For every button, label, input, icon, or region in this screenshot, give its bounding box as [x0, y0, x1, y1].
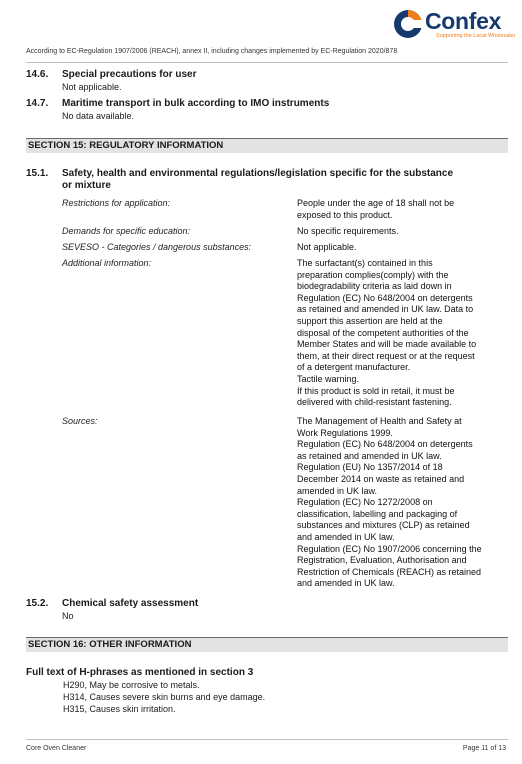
value-line: Regulation (EC) No 1907/2006 concerning the — [297, 543, 482, 554]
footer-product-name: Core Oven Cleaner — [26, 745, 87, 752]
value-line: them, at their direct request or at the request — [297, 350, 475, 361]
brand-tagline: Supporting the Local Wholesaler — [436, 33, 516, 39]
subsection-title: Special precautions for user — [62, 69, 197, 80]
h-phrase-item: H290, May be corrosive to metals. — [63, 680, 200, 690]
section-15-header — [26, 138, 508, 153]
value-line: Regulation (EU) No 1357/2014 of 18 — [297, 462, 443, 473]
value-line: Regulation (EC) No 648/2004 on detergents — [297, 439, 473, 450]
header-divider — [26, 62, 508, 63]
value-line: Tactile warning. — [297, 373, 360, 384]
value-line: biodegradability criteria as laid down in — [297, 281, 452, 292]
value-line: disposal of the competent authorities of the — [297, 327, 469, 338]
value-line: support this assertion are held at the — [297, 315, 443, 326]
section-15-title: SECTION 15: REGULATORY INFORMATION — [28, 140, 224, 151]
value-line: of a detergent manufacturer. — [297, 362, 411, 373]
h-phrase-item: H315, Causes skin irritation. — [63, 704, 176, 714]
value-line: People under the age of 18 shall not be — [297, 198, 455, 208]
value-line: December 2014 on waste as retained and — [297, 473, 465, 484]
value-line: Regulation (EC) No 1272/2008 on — [297, 497, 433, 508]
h-phrase-item: H314, Causes severe skin burns and eye damage. — [63, 692, 266, 702]
additional-info-value — [297, 258, 509, 409]
additional-info-label: Additional information: — [62, 258, 152, 268]
subsection-14-7-text: No data available. — [62, 111, 135, 121]
value-line: substances and mixtures (CLP) as retained — [297, 520, 470, 531]
subsection-14-6-text: Not applicable. — [62, 82, 122, 92]
h-phrases-title: Full text of H-phrases as mentioned in section 3 — [26, 667, 254, 678]
value-line: Work Regulations 1999. — [297, 427, 393, 438]
value-line: The Management of Health and Safety at — [297, 416, 462, 426]
value-line: Member States and will be made available to — [297, 339, 477, 350]
value-line: preparation complies(comply) with the — [297, 269, 449, 280]
value-line: The surfactant(s) contained in this — [297, 258, 433, 268]
section-16-header — [26, 637, 508, 652]
subsection-number: 14.6. — [26, 69, 49, 80]
value-line: classification, labelling and packaging of — [297, 508, 458, 519]
subsection-15-2-text: No — [62, 611, 74, 621]
restrictions-label: Restrictions for application: — [62, 198, 171, 208]
subsection-title-line: or mixture — [62, 180, 111, 191]
section-16-title: SECTION 16: OTHER INFORMATION — [28, 639, 192, 650]
footer-divider — [26, 739, 508, 740]
subsection-number: 15.2. — [26, 598, 49, 609]
demands-value — [297, 226, 509, 238]
footer-page-number: Page 11 of 13 — [462, 745, 506, 752]
page-header — [0, 0, 522, 70]
subsection-title: Maritime transport in bulk according to IMO instruments — [62, 98, 330, 109]
seveso-value — [297, 242, 509, 254]
value-line: as retained and amended in UK law. — [297, 450, 442, 461]
subsection-number: 14.7. — [26, 98, 49, 109]
confex-logo — [392, 6, 516, 42]
subsection-title-line: Safety, health and environmental regulations/legislation specific for the substance — [62, 168, 454, 179]
value-line: exposed to this product. — [297, 209, 393, 220]
regulation-line: According to EC-Regulation 1907/2006 (REACH), annex II, including changes implemented by EC-Regulation 2020/878 — [26, 48, 398, 55]
value-line: and amended in UK law. — [297, 578, 395, 589]
value-line: No specific requirements. — [297, 226, 399, 236]
value-line: If this product is sold in retail, it must be — [297, 385, 455, 396]
confex-logo-icon — [392, 8, 424, 40]
value-line: and amended in UK law. — [297, 531, 395, 542]
sources-value — [297, 416, 509, 590]
seveso-label: SEVESO - Categories / dangerous substances: — [62, 242, 252, 252]
value-line: Registration, Evaluation, Authorisation and — [297, 555, 467, 566]
value-line: Not applicable. — [297, 242, 357, 252]
subsection-number: 15.1. — [26, 168, 49, 179]
value-line: Restriction of Chemicals (REACH) as retained — [297, 566, 482, 577]
value-line: Regulation (EC) No 648/2004 on detergents — [297, 292, 473, 303]
demands-label: Demands for specific education: — [62, 226, 191, 236]
value-line: delivered with child-resistant fastening. — [297, 397, 452, 408]
sources-label: Sources: — [62, 416, 98, 426]
value-line: amended in UK law. — [297, 485, 378, 496]
subsection-title — [62, 168, 512, 192]
value-line: as retained and amended in UK law. Data to — [297, 304, 474, 315]
restrictions-value — [297, 198, 509, 221]
brand-name: Confex — [425, 8, 502, 34]
subsection-title: Chemical safety assessment — [62, 598, 199, 609]
